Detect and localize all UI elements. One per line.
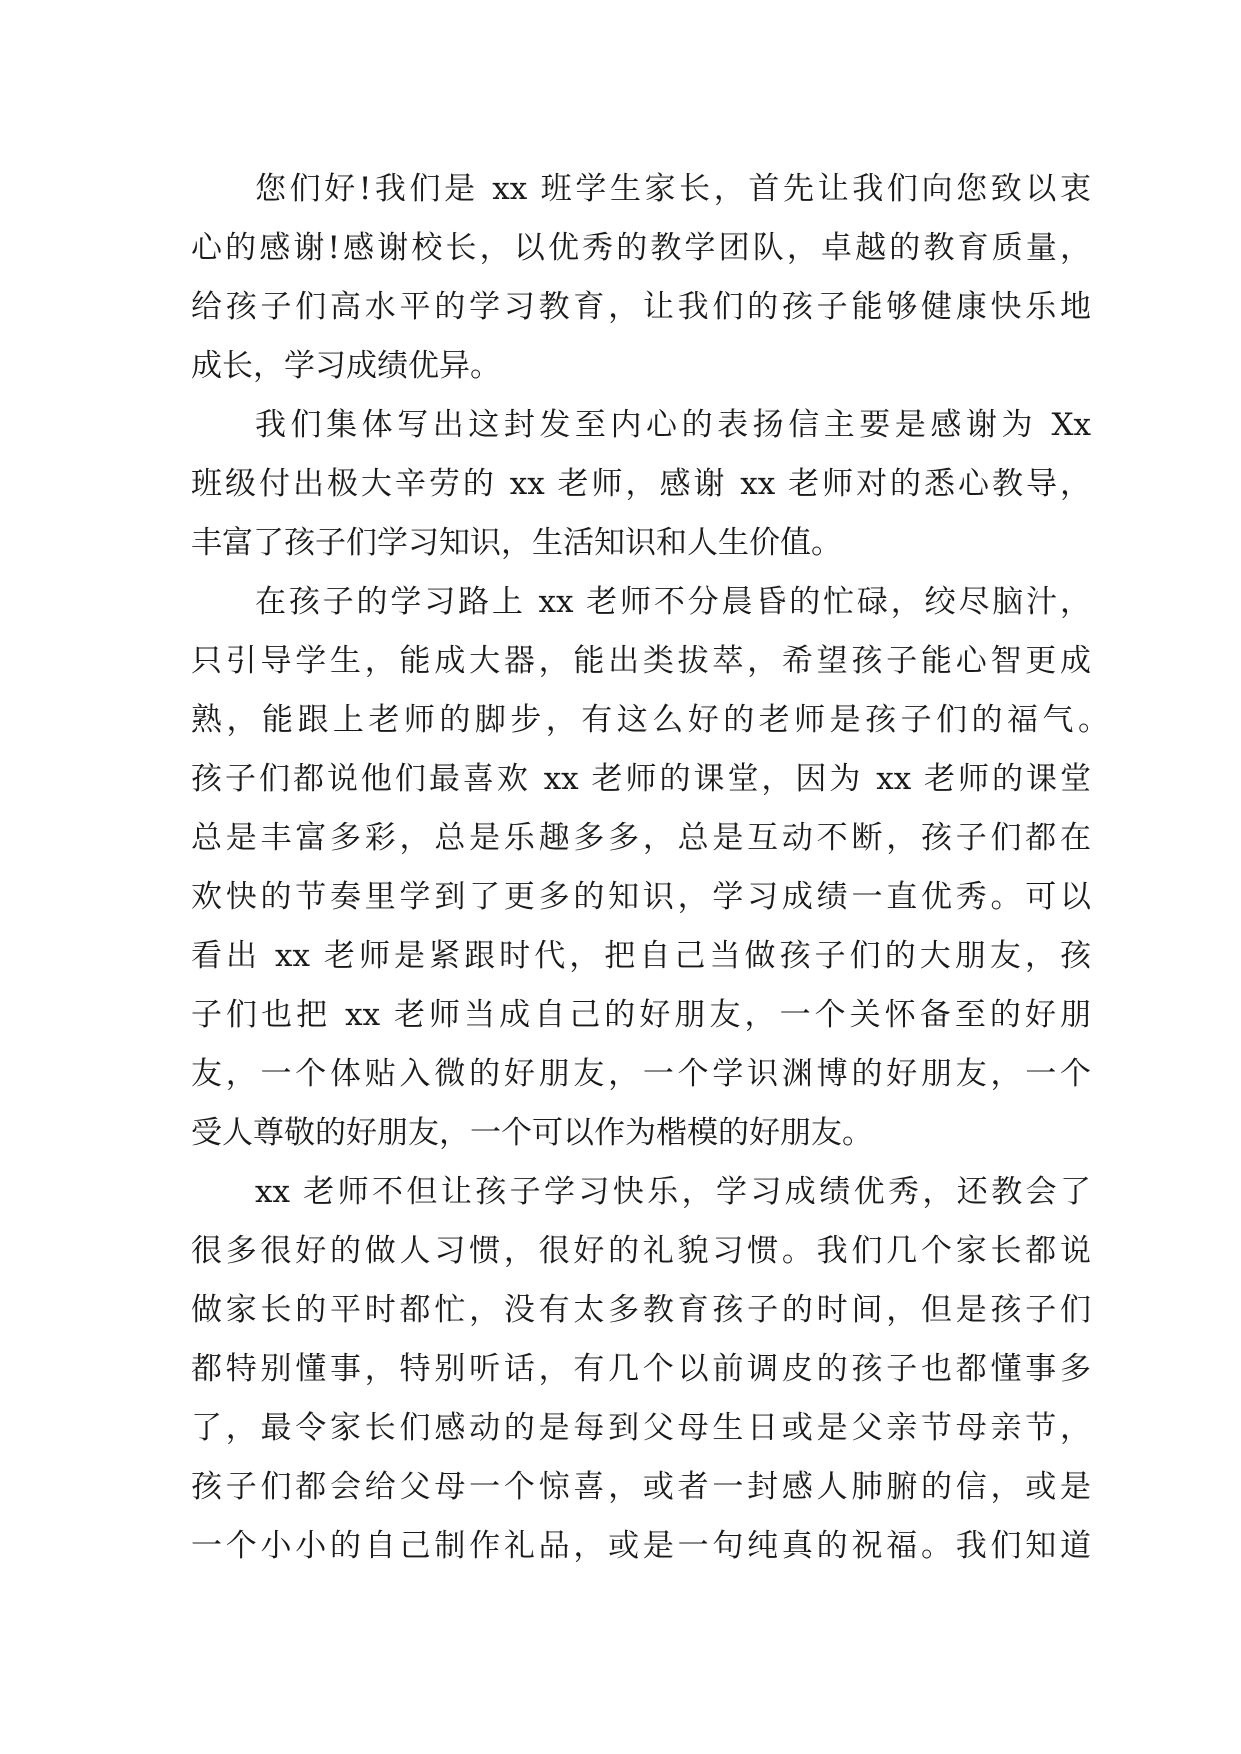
text-line: 受人尊敬的好朋友，一个可以作为楷模的好朋友。 <box>191 1115 873 1151</box>
text-line: 在孩子的学习路上 xx 老师不分晨昏的忙碌，绞尽脑汁， <box>255 584 1091 620</box>
text-line: 子们也把 xx 老师当成自己的好朋友，一个关怀备至的好朋 <box>191 997 1091 1033</box>
text-line: 只引导学生，能成大器，能出类拔萃，希望孩子能心智更成 <box>191 643 1091 679</box>
paragraph-3 <box>191 573 1109 1163</box>
text-line: 成长，学习成绩优异。 <box>191 348 501 384</box>
letter-body <box>191 160 1109 1576</box>
text-line: xx 老师不但让孩子学习快乐，学习成绩优秀，还教会了 <box>255 1174 1091 1210</box>
text-line: 看出 xx 老师是紧跟时代，把自己当做孩子们的大朋友，孩 <box>191 938 1091 974</box>
text-line: 一个小小的自己制作礼品，或是一句纯真的祝福。我们知道 <box>191 1528 1091 1564</box>
text-line: 很多很好的做人习惯，很好的礼貌习惯。我们几个家长都说 <box>191 1233 1091 1269</box>
paragraph-4 <box>191 1163 1091 1576</box>
text-line: 了，最令家长们感动的是每到父母生日或是父亲节母亲节， <box>191 1410 1091 1446</box>
text-line: 友，一个体贴入微的好朋友，一个学识渊博的好朋友，一个 <box>191 1056 1091 1092</box>
text-line: 孩子们都会给父母一个惊喜，或者一封感人肺腑的信，或是 <box>191 1469 1091 1505</box>
text-line: 欢快的节奏里学到了更多的知识，学习成绩一直优秀。可以 <box>191 879 1091 915</box>
text-line: 您们好!我们是 xx 班学生家长，首先让我们向您致以衷 <box>255 171 1091 207</box>
text-line: 孩子们都说他们最喜欢 xx 老师的课堂，因为 xx 老师的课堂 <box>191 761 1091 797</box>
text-line: 都特别懂事，特别听话，有几个以前调皮的孩子也都懂事多 <box>191 1351 1091 1387</box>
text-line: 熟，能跟上老师的脚步，有这么好的老师是孩子们的福气。 <box>191 702 1109 738</box>
text-line: 给孩子们高水平的学习教育，让我们的孩子能够健康快乐地 <box>191 289 1091 325</box>
paragraph-1 <box>191 160 1091 396</box>
text-line: 我们集体写出这封发至内心的表扬信主要是感谢为 Xx <box>255 407 1091 443</box>
text-line: 总是丰富多彩，总是乐趣多多，总是互动不断，孩子们都在 <box>191 820 1091 856</box>
text-line: 班级付出极大辛劳的 xx 老师，感谢 xx 老师对的悉心教导， <box>191 466 1091 502</box>
text-line: 心的感谢!感谢校长，以优秀的教学团队，卓越的教育质量， <box>191 230 1091 266</box>
text-line: 做家长的平时都忙，没有太多教育孩子的时间，但是孩子们 <box>191 1292 1091 1328</box>
text-line: 丰富了孩子们学习知识，生活知识和人生价值。 <box>191 525 842 561</box>
paragraph-2 <box>191 396 1091 573</box>
